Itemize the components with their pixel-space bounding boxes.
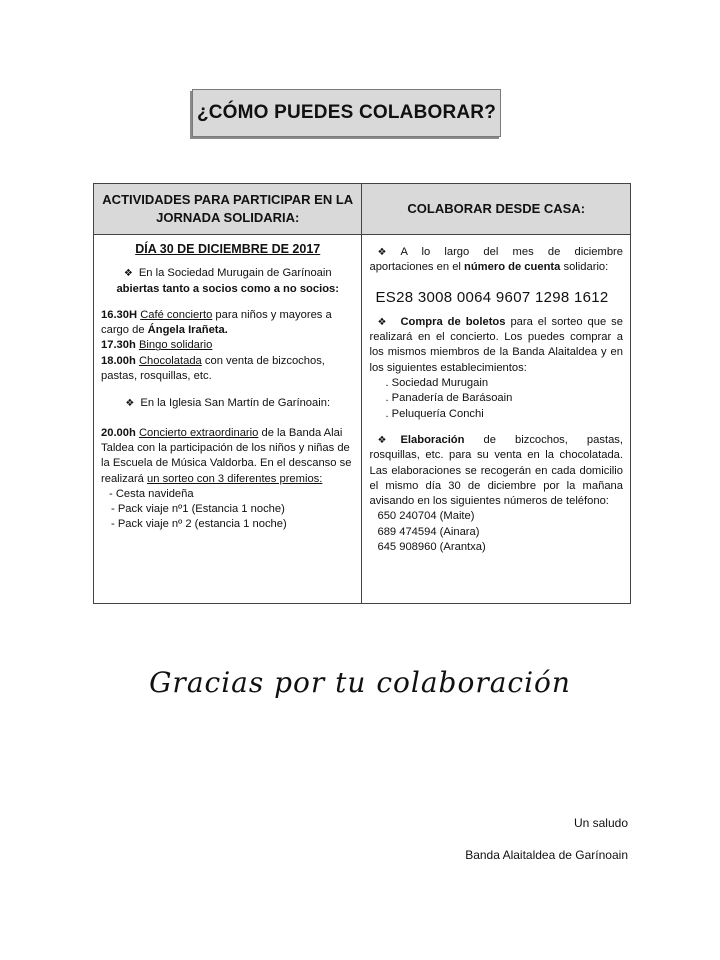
schedule-time: 16.30H	[101, 308, 138, 321]
concert-title: Concierto extraordinario	[138, 426, 259, 439]
location2-line	[101, 396, 354, 411]
greeting: Un saludo	[573, 816, 628, 830]
right-column	[362, 235, 631, 604]
baking-text: de bizcochos, pastas, rosquillas, etc. para su venta en la chocolatada. Las elaboraciones se recogerán en cada domicilio el mismo día 30 de diciembre por la mañana avisando en los siguientes números de teléfono:	[369, 433, 623, 508]
schedule-item	[101, 338, 354, 353]
performer-name: Ángela Irañeta.	[147, 324, 228, 337]
shop-item: . Peluquería Conchi	[385, 407, 484, 420]
activities-table	[93, 183, 631, 604]
shop-item: . Sociedad Murugain	[385, 377, 489, 390]
location2: En la Iglesia San Martín de Garínoain:	[140, 397, 331, 410]
diamond-bullet-icon: ❖	[377, 247, 387, 258]
diamond-bullet-icon: ❖	[123, 268, 133, 280]
prize-item: - Pack viaje nº1 (Estancia 1 noche)	[111, 503, 285, 516]
diamond-bullet-icon: ❖	[377, 434, 387, 446]
schedule-time: 17.30h	[101, 339, 136, 352]
schedule-activity: Café concierto	[140, 308, 213, 321]
iban-number: ES28 3008 0064 9607 1298 1612	[375, 288, 609, 306]
baking-paragraph	[369, 433, 623, 509]
signature: Banda Alaitaldea de Garínoain	[465, 848, 628, 862]
page-title: ¿CÓMO PUEDES COLABORAR?	[196, 102, 497, 123]
schedule-activity: Chocolatada	[138, 354, 202, 367]
baking-bold: Elaboración	[400, 433, 465, 446]
tickets-paragraph	[369, 315, 623, 376]
diamond-bullet-icon: ❖	[377, 316, 387, 328]
account-paragraph	[369, 245, 623, 276]
raffle-text: un sorteo con 3 diferentes premios:	[147, 472, 323, 485]
phone-item: 645 908960 (Arantxa)	[377, 541, 486, 554]
left-column	[94, 235, 362, 604]
left-header	[94, 184, 362, 235]
account-tail: solidario:	[560, 261, 609, 274]
schedule-activity: Bingo solidario	[138, 339, 213, 352]
right-header-text: COLABORAR DESDE CASA:	[407, 201, 586, 216]
event-date: DÍA 30 DE DICIEMBRE DE 2017	[135, 242, 321, 256]
schedule-rest: con venta de bizcochos, pastas, rosquillas, etc.	[101, 354, 325, 383]
phone-item: 650 240704 (Maite)	[377, 510, 475, 523]
account-text: A lo largo del mes de diciembre aportaciones en el	[369, 246, 623, 274]
prize-item: - Cesta navideña	[109, 487, 194, 500]
tickets-text: para el sorteo que se realizará en el concierto. Los puedes comprar a los mismos miembros de la Banda Alaitaldea y en los siguientes establecimientos:	[369, 315, 623, 374]
thanks-message: Gracias por tu colaboración	[149, 666, 571, 699]
location1-note: abiertas tanto a socios como a no socios:	[116, 282, 340, 295]
phone-item: 689 474594 (Ainara)	[377, 525, 480, 538]
concert-time: 20.00h	[101, 426, 136, 439]
location1: En la Sociedad Murugain de Garínoain	[138, 267, 332, 280]
schedule-rest: para niños y mayores a cargo de	[101, 308, 332, 337]
right-header	[362, 184, 631, 235]
schedule-item	[101, 354, 354, 385]
tickets-bold: Compra de boletos	[400, 315, 506, 328]
diamond-bullet-icon: ❖	[125, 398, 135, 410]
account-bold: número de cuenta	[464, 261, 561, 274]
schedule-time: 18.00h	[101, 354, 136, 367]
shop-item: . Panadería de Barásoain	[385, 392, 513, 405]
title-box	[192, 89, 501, 137]
schedule-item	[101, 308, 354, 339]
prize-item: - Pack viaje nº 2 (estancia 1 noche)	[111, 518, 287, 531]
location1-line	[101, 266, 354, 281]
concert-desc: de la Banda Alai Taldea con la participación de los niños y niñas de la Escuela de Música Valdorba. En el descanso se realizará	[101, 426, 352, 485]
left-header-text: ACTIVIDADES PARA PARTICIPAR EN LA JORNADA SOLIDARIA:	[102, 192, 354, 225]
concert-paragraph	[101, 426, 354, 487]
